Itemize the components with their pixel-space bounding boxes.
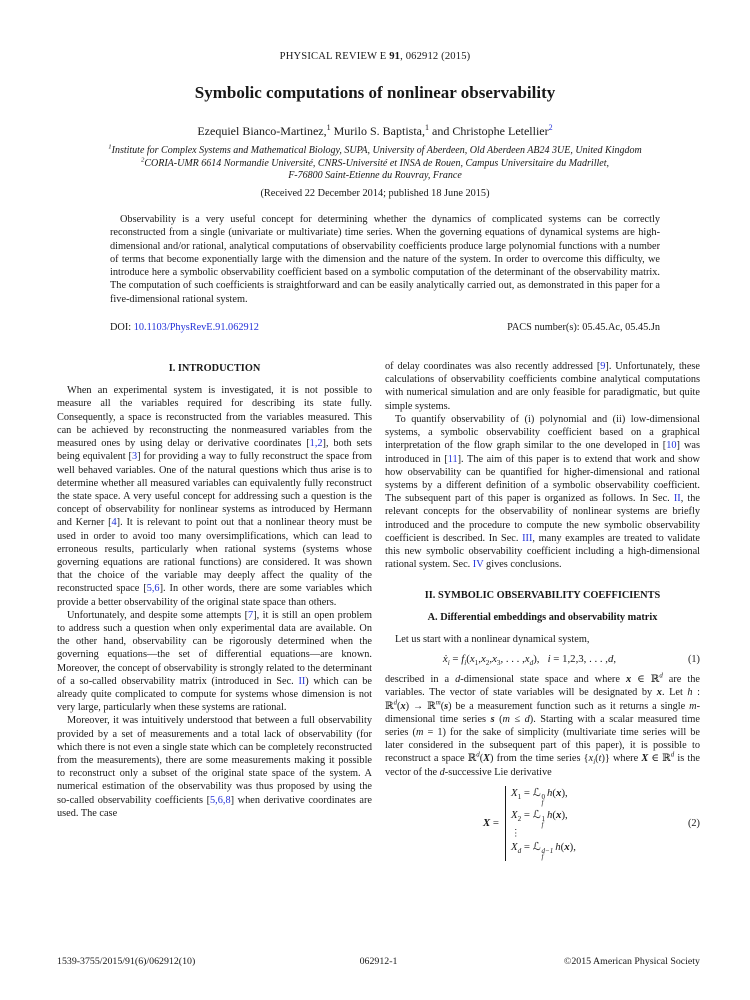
- equation-1-body: ẋ$_i$ = $f_i(x_1,x_2,x_3$, . . . $,x_d$), i = 1,2,3, . . . ,d,: [442, 652, 617, 668]
- paragraph: of delay coordinates was also recently addressed [9]. Unfortunately, these calculations of observability coefficients combine analytical computations with numerical simulation and are only feasible for paradigmatic, but quite simple systems.: [385, 361, 700, 412]
- script-stack: 0 f: [541, 792, 546, 808]
- affiliation-2: $^2$CORIA-UMR 6614 Normandie Université, CNRS-Université et INSA de Rouen, Campus Universitaire du Madrillet,: [140, 156, 609, 169]
- inline-link[interactable]: 5,6,8: [210, 794, 231, 806]
- left-column: [57, 360, 372, 868]
- inline-link[interactable]: 10: [666, 440, 677, 452]
- equation-2-line: $X_d$ = ℒ d−1 f h(x),: [511, 840, 576, 862]
- equation-2-lhs: X =: [483, 816, 500, 829]
- affiliation-2-continued: F-76800 Saint-Etienne du Rouvray, France: [288, 170, 462, 181]
- vertical-ellipsis: ⋮: [511, 828, 521, 839]
- script-stack: 1 f: [541, 814, 546, 830]
- equation-2-line: $X_1$ = ℒ 0 f h(x),: [511, 786, 568, 808]
- inline-link[interactable]: II: [298, 675, 306, 687]
- doi-link[interactable]: 10.1103/PhysRevE.91.062912: [133, 322, 259, 334]
- paragraph: described in a d-dimensional state space and where x ∈ ℝ$^d$ are the variables. The vector of state variables will be designated by x. Let h : ℝ$^d$(x) → ℝ$^m$(s) be a measurement function such as it returns a single m-dimensional time series s (m ≤ d). Starting with a scalar measured time series (m = 1) for the sake of simplicity (multivariate time series will be later considered in the subsequent part of this paper), it is possible to reconstruct a space ℝ$^d$(X) from the time series $\{x_i(t)\}$ where X ∈ ℝ$^d$ is the vector of the d-successive Lie derivative: [385, 672, 701, 778]
- inline-link[interactable]: 11: [447, 453, 458, 465]
- received-published-line: (Received 22 December 2014; published 18 June 2015): [260, 188, 490, 199]
- section-heading-introduction: I. INTRODUCTION: [168, 363, 261, 375]
- inline-link[interactable]: 1,2: [309, 438, 323, 450]
- equation-2-body: [385, 786, 674, 861]
- inline-link[interactable]: 2: [548, 123, 553, 132]
- journal-volume: 91: [389, 51, 401, 62]
- inline-link[interactable]: IV: [472, 559, 484, 571]
- equation-1: [385, 653, 700, 666]
- journal-issue-info: , 062912 (2015): [400, 51, 471, 62]
- equation-2-number: (2): [687, 817, 700, 829]
- paragraph: When an experimental system is investigated, it is not possible to measure all the variables required for describing its state fully. Consequently, a space is reconstructed from the variables measured. This can be achieved by reconstructing the nonmeasured variables from the measured ones by using delay or derivative coordinates [1,2], both sets being equivalent [3] for providing a way to fully reconstruct the space from well behaved variables. One of the natural questions which thus arise is to determine whether all measured variables can equivalently fully reconstruct the state space. A very useful concept for addressing such a question is the concept of observability for nonlinear systems as introduced by Hermann and Kerner [4]. It is relevant to point out that a nonlinear theory must be used in order to avoid too many oversimplifications, which can lead to erroneous results, particularly when rational systems (systems whose governing equations are rational functions) are considered. It was shown that the choice of the variable may deeply affect the quality of the reconstructed space [5,6]. In other words, there are some variables which provide a better observability of the original state space than others.: [57, 385, 373, 608]
- two-column-body: [57, 360, 700, 868]
- paragraph: Unfortunately, and despite some attempts [7], it is still an open problem to address such a question when only experimental data are available. On the other hand, observability can be rigorously determined when the governing equations—the set of differential equations—are known. Moreover, the concept of observability is strongly related to the determinant of a so-called observability matrix (introduced in Sec. II) which can be already quite complicated to compute for systems whose dimension is not very large, particularly when these systems are rational.: [57, 609, 373, 714]
- affiliation-1: $^1$Institute for Complex Systems and Mathematical Biology, SUPA, University of Aberdeen, Old Aberdeen AB24 3UE, United Kingdom: [108, 143, 642, 156]
- doi-pacs-row: [110, 322, 660, 333]
- inline-link[interactable]: III: [522, 532, 533, 544]
- inline-link[interactable]: 7: [248, 609, 254, 621]
- inline-link[interactable]: 5,6: [146, 583, 160, 595]
- abstract-text: Observability is a very useful concept for determining whether the dynamics of complicated systems can be correctly reconstructed from a single (univariate or multivariate) time series. When the governing equations of dynamical systems are high-dimensional and/or rational, analytical computations of observability coefficients produce large polynomial functions with a number of terms that become exponentially large with the dimension and the nature of the system. In order to overcome this difficulty, we introduce here a symbolic observability coefficient based on a symbolic computation of the determinant of the observability matrix. The computation of such coefficients is straightforward and can be easily analytically carried out, as demonstrated in this paper for a five-dimensional rational system.: [110, 214, 660, 305]
- page-footer: [57, 956, 700, 970]
- equation-1-number: (1): [687, 653, 700, 665]
- paragraph: Moreover, it was intuitively understood that between a full observability provided by a set of measurements and a total lack of observability (for which there is not even a single state which can be completely reconstructed from the measurements), there are some measurements making it possible to reconstruct only a subset of the original state space of the system. A numerical estimation of the observability was thus proposed by using the so-called observability coefficients [5,6,8] when derivative coordinates are used. The case: [57, 715, 372, 819]
- authors-line: Ezequiel Bianco-Martinez,$^1$ Murilo S. Baptista,$^1$ and Christophe Letellier$^2$: [197, 123, 553, 138]
- equation-2: [385, 786, 700, 861]
- right-column: [385, 360, 700, 868]
- inline-link[interactable]: 9: [600, 361, 606, 373]
- section-heading-symbolic-observability: II. SYMBOLIC OBSERVABILITY COEFFICIENTS: [424, 590, 661, 602]
- journal-name: PHYSICAL REVIEW E: [279, 51, 390, 62]
- paragraph: To quantify observability of (i) polynomial and (ii) low-dimensional systems, a symbolic observability coefficient based on a graphical interpretation of the flow graph similar to the one developed in [10] was introduced in [11]. The aim of this paper is to extend that work and show how observability can be quantified for higher-dimensional and rational systems by a different definition of a symbolic observability coefficient. The subsequent part of this paper is organized as follows. In Sec. II, the relevant concepts for the observability of nonlinear systems are briefly introduced and the procedure to compute the new symbolic observability coefficient is described. In Sec. III, many examples are treated to validate this new symbolic observability coefficient including a high-dimensional rational system. Sec. IV gives conclusions.: [385, 413, 700, 571]
- inline-link[interactable]: 3: [132, 451, 138, 463]
- subsection-heading-differential-embeddings: A. Differential embeddings and observability matrix: [427, 611, 658, 623]
- doi-line: [110, 322, 259, 333]
- script-stack: d−1 f: [541, 846, 554, 862]
- journal-header: [0, 51, 750, 62]
- pacs-line: PACS number(s): 05.45.Ac, 05.45.Jn: [507, 322, 660, 334]
- paragraph: Let us start with a nonlinear dynamical system,: [395, 633, 590, 645]
- page-number: 062912-1: [359, 956, 398, 967]
- doi-label: DOI:: [110, 322, 134, 334]
- inline-link[interactable]: II: [673, 493, 681, 505]
- paper-title: Symbolic computations of nonlinear observability: [194, 83, 556, 102]
- equation-2-cases: [505, 786, 576, 861]
- issn-code: 1539-3755/2015/91(6)/062912(10): [57, 956, 196, 967]
- equation-2-line: $X_2$ = ℒ 1 f h(x),: [511, 808, 568, 830]
- inline-link[interactable]: 4: [111, 517, 117, 529]
- copyright-notice: ©2015 American Physical Society: [563, 956, 700, 967]
